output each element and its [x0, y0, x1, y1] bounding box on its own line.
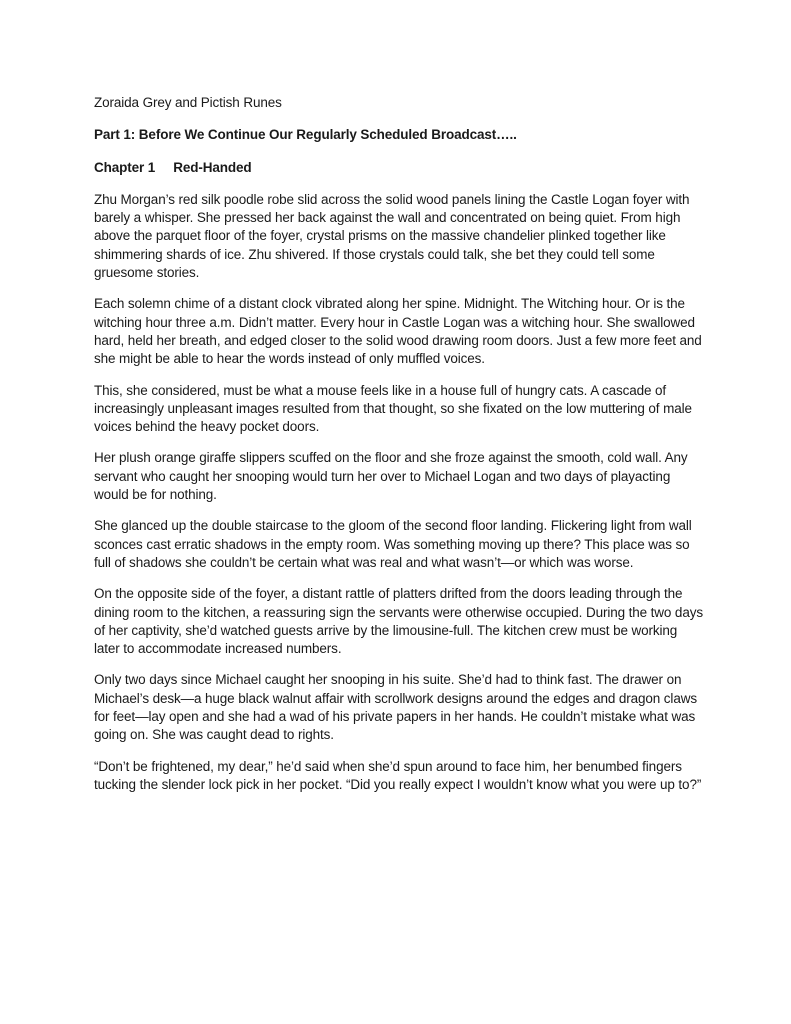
document-title: Zoraida Grey and Pictish Runes [94, 95, 282, 110]
paragraph: Only two days since Michael caught her snooping in his suite. She’d had to think fast. The drawer on Michael’s desk—a huge black walnut affair with scrollwork designs around the edges and dragon claws for feet—lay open and she had a wad of his private papers in her hands. He couldn’t mistake what was going on. She was caught dead to rights. [94, 672, 697, 743]
document-body [94, 94, 706, 807]
paragraph: On the opposite side of the foyer, a distant rattle of platters drifted from the doors leading through the dining room to the kitchen, a reassuring sign the servants were otherwise occupied. During the two days of her captivity, she’d watched guests arrive by the limousine-full. The kitchen crew must be working later to accommodate increased numbers. [94, 586, 703, 657]
paragraph: Her plush orange giraffe slippers scuffed on the floor and she froze against the smooth, cold wall. Any servant who caught her snooping would turn her over to Michael Logan and two days of playacting would be for nothing. [94, 450, 688, 503]
chapter-heading [94, 159, 706, 177]
paragraph: She glanced up the double staircase to the gloom of the second floor landing. Flickering light from wall sconces cast erratic shadows in the empty room. Was something moving up there? This place was so full of shadows she couldn’t be certain what was real and what wasn’t—or which was worse. [94, 518, 692, 570]
paragraph: “Don’t be frightened, my dear,” he’d said when she’d spun around to face him, her benumbed fingers tucking the slender lock pick in her pocket. “Did you really expect I wouldn’t know what you were up to?” [94, 758, 702, 792]
chapter-number: Chapter 1 [94, 159, 156, 175]
paragraph: This, she considered, must be what a mouse feels like in a house full of hungry cats. A cascade of increasingly unpleasant images resulted from that thought, so she fixated on the low muttering of male voices behind the heavy pocket doors. [94, 382, 692, 435]
paragraph: Zhu Morgan’s red silk poodle robe slid across the solid wood panels lining the Castle Logan foyer with barely a whisper. She pressed her back against the wall and concentrated on being quiet. From high above the parquet floor of the foyer, crystal prisms on the massive chandelier plinked together like shimmering shards of ice. Zhu shivered. If those crystals could talk, she bet they could tell some gruesome stories. [94, 191, 690, 281]
paragraph: Each solemn chime of a distant clock vibrated along her spine. Midnight. The Witching hour. Or is the witching hour three a.m. Didn’t matter. Every hour in Castle Logan was a witching hour. She swallowed hard, held her breath, and edged closer to the solid wood drawing room doors. Just a few more feet and she might be able to hear the words instead of only muffled voices. [94, 296, 702, 367]
chapter-title: Red-Handed [173, 159, 252, 175]
part-heading: Part 1: Before We Continue Our Regularly Scheduled Broadcast….. [94, 127, 517, 143]
